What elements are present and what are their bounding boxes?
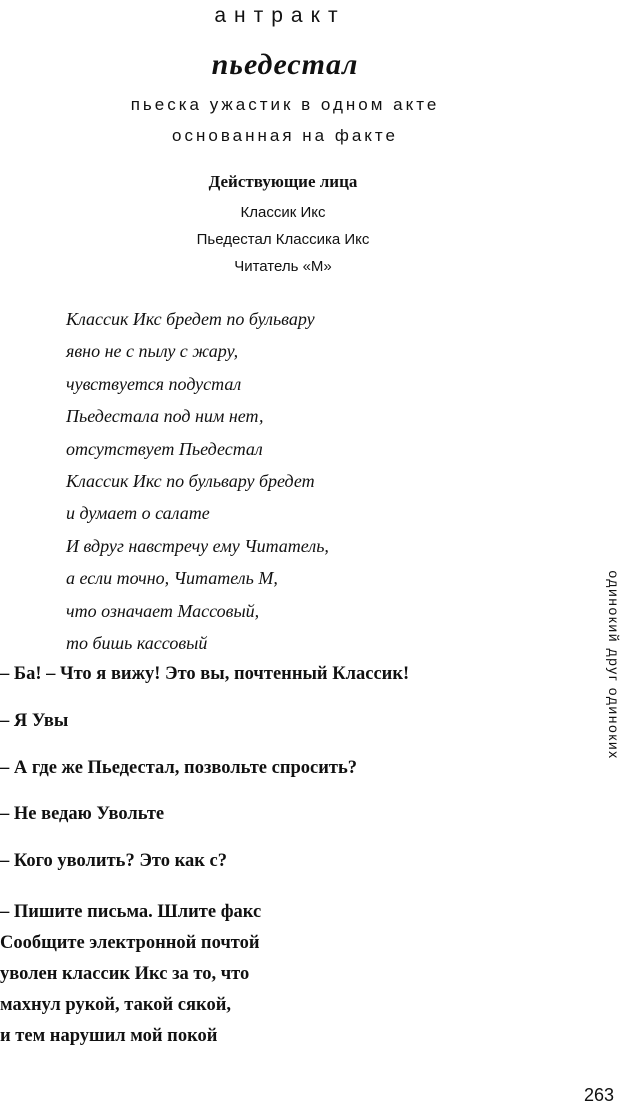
cast-heading: Действующие лица (208, 172, 358, 191)
final-speech-line: махнул рукой, такой сякой, (0, 995, 231, 1015)
verse-line: что означает Массовый, (66, 600, 260, 621)
verse-line: то бишь кассовый (66, 632, 208, 653)
verse-line: чувствуется подустал (66, 373, 242, 394)
verse-line: Пьедестала под ним нет, (66, 406, 264, 427)
final-speech (0, 897, 261, 1052)
page-number: 263 (583, 1085, 614, 1105)
verse-line: Классик Икс по бульвару бредет (66, 470, 315, 491)
running-head: одинокий друг одиноких (606, 570, 622, 760)
final-speech-line: и тем нарушил мой покой (0, 1026, 218, 1046)
cast-member: Классик Икс (240, 204, 326, 221)
play-title: пьедестал (211, 48, 359, 81)
verse-line: и думает о салате (66, 503, 210, 524)
verse-line: И вдруг навстречу ему Читатель, (66, 535, 329, 556)
verse-line: отсутствует Пьедестал (66, 438, 263, 459)
play-subtitle-line-1: пьеска ужастик в одном акте (130, 95, 440, 114)
dialogue-line: – Не ведаю Увольте (0, 804, 165, 824)
verse-line: явно не с пылу с жару, (66, 341, 239, 362)
play-subtitle-line-2: основанная на факте (172, 126, 398, 145)
final-speech-line: уволен классик Икс за то, что (0, 964, 250, 984)
section-heading: антракт (214, 4, 346, 27)
cast-member: Читатель «М» (234, 258, 332, 275)
verse-line: а если точно, Читатель М, (66, 568, 278, 589)
dialogue-line: – Я Увы (0, 711, 69, 731)
final-speech-line: – Пишите письма. Шлите факс (0, 902, 262, 922)
final-speech-line: Сообщите электронной почтой (0, 933, 260, 953)
stage-direction-verse (66, 303, 329, 659)
cast-member: Пьедестал Классика Икс (196, 231, 370, 248)
dialogue-line: – Ба! – Что я вижу! Это вы, почтенный Классик! (0, 664, 410, 684)
verse-line: Классик Икс бредет по бульвару (66, 309, 315, 329)
dialogue-line: – А где же Пьедестал, позвольте спросить? (0, 758, 358, 778)
cast-list (0, 199, 566, 280)
dialogue-line: – Кого уволить? Это как с? (0, 851, 227, 871)
